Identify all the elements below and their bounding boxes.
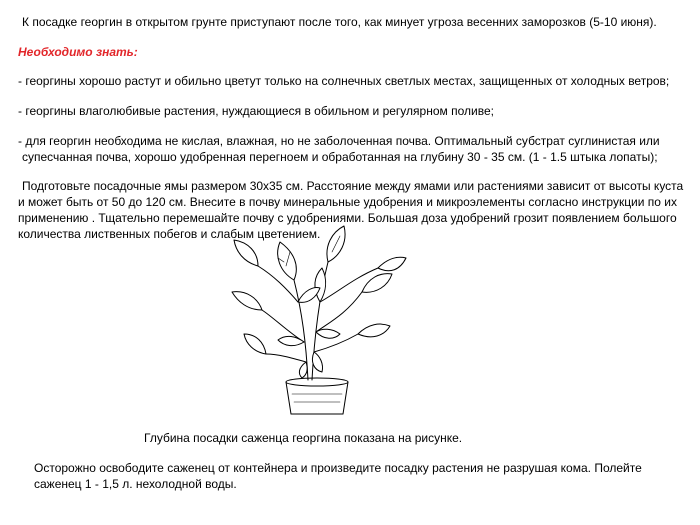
planting-pits-line-1: Подготовьте посадочные ямы размером 30х35 см. Расстояние между ямами или растениями зависит от высоты куста [22, 179, 684, 193]
planting-pits-line-3: применению . Тщательно перемешайте почву с удобрениями. Большая доза удобрений грозит появлением большого [18, 211, 677, 225]
bullet-soil-line-2: супесчанная почва, хорошо удобренная перегноем и обработанная на глубину 30 - 35 см. (1 - 1.5 штыка лопаты); [22, 150, 658, 164]
intro-text: К посадке георгин в открытом грунте приступают после того, как минует угроза весенних заморозков (5-10 июня). [22, 15, 657, 29]
must-know-heading: Необходимо знать: [18, 45, 138, 59]
dahlia-seedling-icon [228, 222, 408, 418]
planting-pits-line-2: и может быть от 50 до 120 см. Внесите в почву минеральные удобрения и микроэлементы согласно инструкции по их [18, 195, 678, 209]
bullet-soil-line-1: - для георгин необходима не кислая, влажная, но не заболоченная почва. Оптимальный субстрат суглинистая или [18, 134, 660, 148]
illustration-caption: Глубина посадки саженца георгина показана на рисунке. [144, 431, 463, 445]
bullet-sunny-places: - георгины хорошо растут и обильно цветут только на солнечных светлых местах, защищенных от холодных ветров; [18, 74, 670, 88]
final-instructions-line-2: саженец 1 - 1,5 л. нехолодной воды. [34, 477, 237, 491]
bullet-watering: - георгины влаголюбивые растения, нуждающиеся в обильном и регулярном поливе; [18, 104, 494, 118]
planting-pits-line-4: количества лиственных побегов и слабым цветением. [18, 227, 321, 241]
final-instructions-line-1: Осторожно освободите саженец от контейнера и произведите посадку растения не разрушая кома. Полейте [34, 461, 642, 475]
